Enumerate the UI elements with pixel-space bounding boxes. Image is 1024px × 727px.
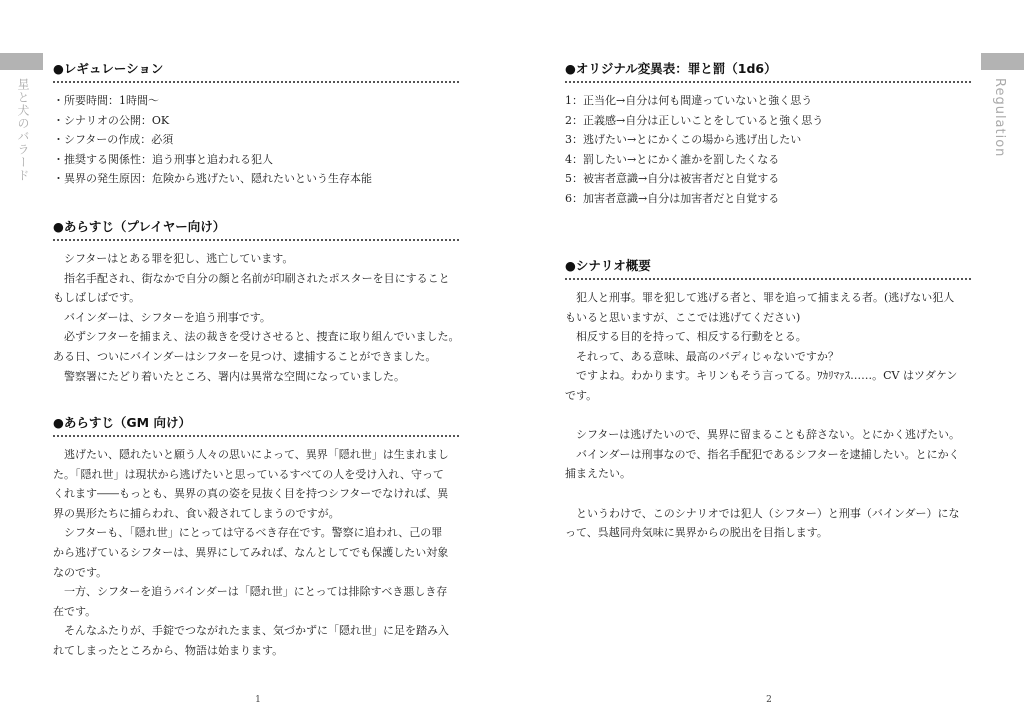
- paragraph-line: です。: [565, 388, 598, 402]
- paragraph-line: というわけで、このシナリオでは犯人（シフター）と刑事（バインダー）にな: [576, 506, 960, 520]
- section-heading: ●あらすじ（GM 向け）: [53, 414, 459, 437]
- synopsis-player-body: [53, 249, 459, 386]
- list-item: ・シナリオの公開：OK: [53, 113, 170, 127]
- paragraph-line: シフターは逃げたいので、異界に留まることも辞さない。とにかく逃げたい。: [576, 428, 961, 442]
- list-item: ・異界の発生原因：危険から逃げたい、隠れたいという生存本能: [53, 172, 372, 186]
- table-entry: 6：加害者意識→自分は加害者だと自覚する: [565, 191, 780, 205]
- page-number: 2: [766, 695, 772, 705]
- paragraph-line: 犯人と刑事。罪を犯して逃げる者と、罪を追って捕まえる者。(逃げない犯人: [576, 291, 955, 304]
- paragraph-line: くれます――もっとも、異界の真の姿を見抜く目を持つシフターでなければ、異: [53, 487, 449, 501]
- section-heading: ●オリジナル変異表：罪と罰（1d6）: [565, 60, 971, 83]
- regulation-section: [53, 60, 459, 189]
- list-item: ・所要時間：1時間〜: [53, 94, 159, 107]
- paragraph-line: シフターはとある罪を犯し、逃亡しています。: [64, 252, 294, 265]
- synopsis-player-section: [53, 218, 459, 386]
- paragraph-line: シフターも、「隠れ世」にとっては守るべき存在です。警察に追われ、己の罪: [64, 526, 443, 540]
- paragraph-line: 必ずシフターを捕まえ、法の裁きを受けさせると、捜査に取り組んでいました。: [64, 330, 460, 344]
- paragraph-line: 指名手配され、街なかで自分の顔と名前が印刷されたポスターを目にすること: [64, 271, 450, 285]
- paragraph-line: から逃げているシフターは、異界にしてみれば、なんとしてでも保護したい対象: [53, 545, 449, 559]
- scenario-overview-body: [565, 288, 971, 543]
- blank-line: [565, 406, 971, 426]
- paragraph-line: バインダーは、シフターを追う刑事です。: [64, 310, 271, 324]
- synopsis-gm-section: [53, 414, 459, 661]
- paragraph-line: もいると思いますが、ここでは逃げてください): [565, 310, 801, 324]
- paragraph-line: 一方、シフターを追うバインダーは「隠れ世」にとっては排除すべき悪しき存: [64, 585, 448, 599]
- blank-line: [565, 484, 971, 504]
- right-page: [512, 0, 1024, 727]
- paragraph-line: た。「隠れ世」は現状から逃げたいと思っているすべての人を受け入れ、守って: [53, 467, 444, 481]
- paragraph-line: もしばしばです。: [53, 291, 141, 305]
- paragraph-line: 相反する目的を持って、相反する行動をとる。: [576, 330, 807, 344]
- paragraph-line: バインダーは刑事なので、指名手配犯であるシフターを逮捕したい。とにかく: [576, 447, 960, 461]
- table-entry: 4：罰したい→とにかく誰かを罰したくなる: [565, 152, 780, 166]
- paragraph-line: なのです。: [53, 565, 108, 579]
- table-entry: 2：正義感→自分は正しいことをしていると強く思う: [565, 113, 824, 127]
- chapter-tab-marker: [0, 53, 43, 70]
- running-title: 星と犬のバラード: [16, 78, 30, 182]
- table-entry: 3：逃げたい→とにかくこの場から逃げ出したい: [565, 133, 802, 147]
- chapter-tab-marker: [981, 53, 1024, 70]
- paragraph-line: ある日、ついにバインダーはシフターを見つけ、逮捕することができました。: [53, 349, 437, 363]
- list-item: ・シフターの作成：必須: [53, 133, 174, 147]
- paragraph-line: 界の異形たちに捕らわれ、食い殺されてしまうのですが。: [53, 506, 340, 520]
- paragraph-line: ですよね。わかります。キリンもそう言ってる。ﾜｶﾘﾏｧｽ……。CV はツダケン: [576, 369, 958, 383]
- table-entry: 1：正当化→自分は何も間違っていないと強く思う: [565, 94, 813, 107]
- paragraph-line: 在です。: [53, 604, 97, 618]
- running-title: Regulation: [992, 78, 1007, 158]
- section-heading: ●シナリオ概要: [565, 257, 971, 280]
- scenario-overview-section: [565, 257, 971, 543]
- paragraph-line: 逃げたい、隠れたいと願う人々の思いによって、異界「隠れ世」は生まれまし: [64, 448, 449, 461]
- paragraph-line: それって、ある意味、最高のバディじゃないですか？: [576, 349, 839, 363]
- section-heading: ●あらすじ（プレイヤー向け）: [53, 218, 459, 241]
- table-entry: 5：被害者意識→自分は被害者だと自覚する: [565, 172, 780, 186]
- paragraph-line: そんなふたりが、手錠でつながれたまま、気づかずに「隠れ世」に足を踏み入: [64, 624, 449, 638]
- paragraph-line: れてしまったところから、物語は始まります。: [53, 643, 284, 657]
- paragraph-line: 警察署にたどり着いたところ、署内は異常な空間になっていました。: [64, 369, 405, 383]
- section-heading: ●レギュレーション: [53, 60, 459, 83]
- paragraph-line: って、呉越同舟気味に異界からの脱出を目指します。: [565, 526, 828, 540]
- mutation-table-list: [565, 91, 971, 209]
- page-number: 1: [255, 695, 261, 705]
- synopsis-gm-body: [53, 445, 459, 661]
- regulation-list: [53, 91, 459, 189]
- mutation-table-section: [565, 60, 971, 209]
- list-item: ・推奨する関係性：追う刑事と追われる犯人: [53, 152, 273, 166]
- paragraph-line: 捕まえたい。: [565, 467, 631, 481]
